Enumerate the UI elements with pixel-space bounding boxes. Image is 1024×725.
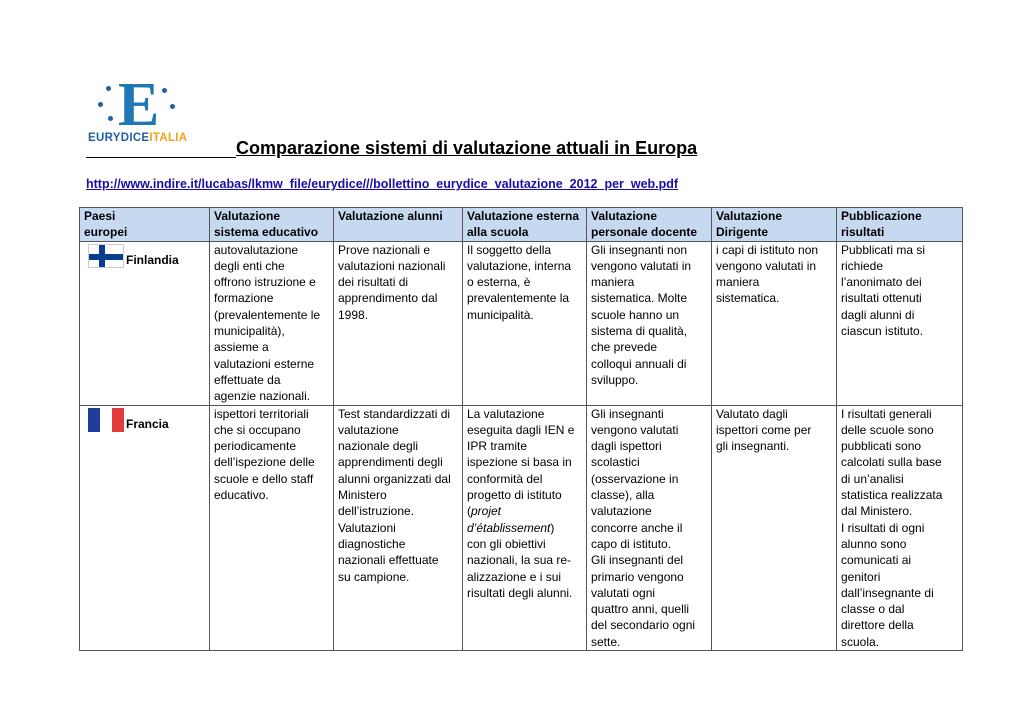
- finland-flag-icon: [88, 244, 124, 268]
- table-row: [80, 241, 963, 405]
- table-cell: Gli insegnanti vengono valutati dagli ispettori scolastici (osservazione in classe), alla valutazione concorre anche il capo di istituto. Gli insegnanti del primario vengono valutati ogni quattro anni, quelli del secondario ogni sette.: [587, 405, 712, 650]
- page-title: Comparazione sistemi di valutazione attuali in Europa: [236, 138, 698, 158]
- source-link[interactable]: http://www.indire.it/lucabas/lkmw_file/eurydice///bollettino_eurydice_valutazione_2012_per_web.pdf: [86, 177, 679, 191]
- table-cell: Test standardizzati di valutazione nazionale degli apprendimenti degli alunni organizzati dal Ministero dell’istruzione. Valutazioni diagnostiche nazionali effettuate su campione.: [334, 405, 463, 650]
- title-underline-rule: [86, 157, 236, 158]
- flag-cross-horizontal: [89, 254, 123, 260]
- header-pubblicazione: Pubblicazione risultati: [837, 208, 963, 242]
- country-name: Finlandia: [126, 252, 179, 267]
- country-cell: [80, 241, 210, 405]
- italic-phrase: projet d’établissement: [467, 504, 551, 535]
- comparison-table: [79, 207, 963, 651]
- table-cell: i capi di istituto non vengono valutati in maniera sistematica.: [712, 241, 837, 405]
- table-cell: ispettori territoriali che si occupano periodicamente dell’ispezione delle scuole e dello staff educativo.: [210, 405, 334, 650]
- flag-stripe-white: [100, 408, 112, 432]
- table-cell: Gli insegnanti non vengono valutati in maniera sistematica. Molte scuole hanno un sistema di qualità, che prevede colloqui annuali di sviluppo.: [587, 241, 712, 405]
- flag-cross-vertical: [99, 245, 105, 267]
- table-header-row: [80, 208, 963, 242]
- eurydice-logo: [86, 72, 226, 152]
- table-cell: Il soggetto della valutazione, interna o esterna, è prevalentemente la municipalità.: [463, 241, 587, 405]
- header-dirigente: Valutazione Dirigente: [712, 208, 837, 242]
- logo-letter: E: [118, 71, 160, 139]
- country-name: Francia: [126, 416, 169, 431]
- logo-star-dot: [170, 104, 175, 109]
- table-cell: I risultati generali delle scuole sono pubblicati sono calcolati sulla base di un’analisi statistica realizzata dal Ministero. I risultati di ogni alunno sono comunicati ai genitori dall’insegnante di classe o dal direttore della scuola.: [837, 405, 963, 650]
- flag-stripe-red: [112, 408, 124, 432]
- logo-star-dot: [98, 102, 103, 107]
- france-flag-icon: [88, 408, 124, 432]
- table-cell: La valutazione eseguita dagli IEN e IPR tramite ispezione si basa in conformità del progetto di istituto (projet d’établissement) con gli obiettivi nazionali, la sua re- alizzazione e i sui risultati degli alunni.: [463, 405, 587, 650]
- flag-stripe-blue: [88, 408, 100, 432]
- header-esterna: Valutazione esterna alla scuola: [463, 208, 587, 242]
- header-alunni: Valutazione alunni: [334, 208, 463, 242]
- logo-star-dot: [108, 116, 113, 121]
- table-cell: Pubblicati ma si richiede l’anonimato dei risultati ottenuti dagli alunni di ciascun istituto.: [837, 241, 963, 405]
- header-docente: Valutazione personale docente: [587, 208, 712, 242]
- logo-wordmark: EURYDICEITALIA: [88, 132, 188, 144]
- table-cell: Valutato dagli ispettori come per gli insegnanti.: [712, 405, 837, 650]
- header-sistema-educativo: Valutazione sistema educativo: [210, 208, 334, 242]
- country-cell: [80, 405, 210, 650]
- logo-star-dot: [162, 88, 167, 93]
- logo-star-dot: [106, 86, 111, 91]
- table-row: [80, 405, 963, 650]
- table-cell: autovalutazione degli enti che offrono istruzione e formazione (prevalentemente le municipalità), assieme a valutazioni esterne effettuate da agenzie nazionali.: [210, 241, 334, 405]
- header-paesi: Paesi europei: [80, 208, 210, 242]
- table-cell: Prove nazionali e valutazioni nazionali dei risultati di apprendimento dal 1998.: [334, 241, 463, 405]
